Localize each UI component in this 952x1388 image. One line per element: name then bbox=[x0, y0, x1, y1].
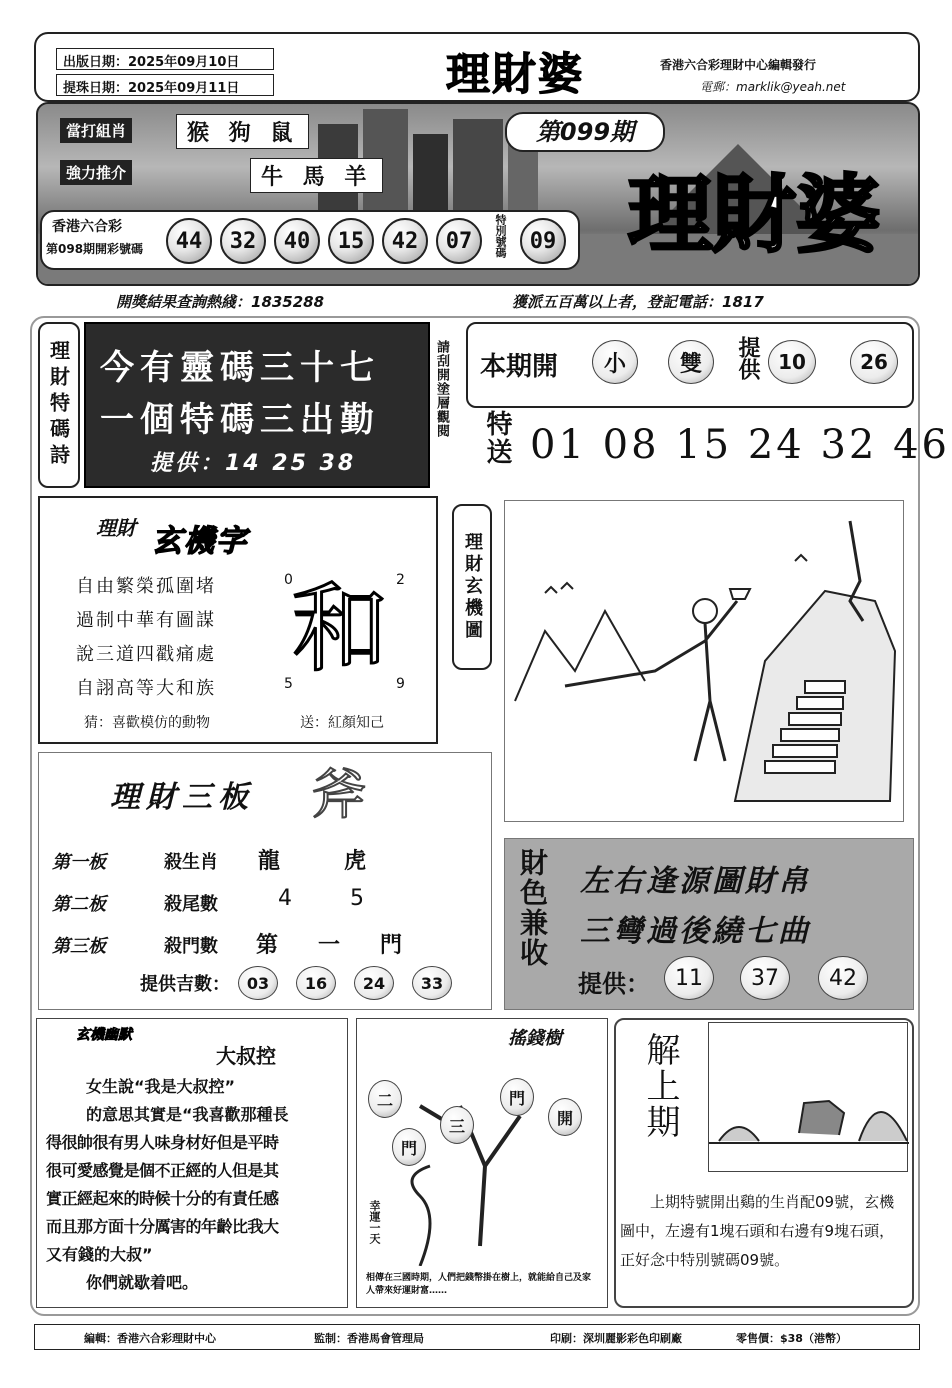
special-number-label: 特別號碼 bbox=[494, 214, 507, 258]
tree-caption: 相傳在三國時期，人們把錢幣掛在樹上，就能給自己及家人帶來好運財富…… bbox=[366, 1273, 592, 1296]
wealth-line-2: 三彎過後繞七曲 bbox=[580, 914, 811, 949]
tree-fruit-1: 二 bbox=[368, 1080, 402, 1118]
result-ball-6: 07 bbox=[436, 218, 482, 264]
joke-line-3: 得很帥很有男人味身材好但是平時 bbox=[46, 1133, 279, 1152]
banner-zodiac-1: 猴 狗 鼠 bbox=[176, 114, 309, 149]
mystery-picture-label: 理財玄機圖 bbox=[452, 504, 492, 670]
provide-ball-1: 10 bbox=[768, 340, 816, 384]
board-3-value-3: 門 bbox=[380, 933, 403, 958]
board-1-value-1: 龍 bbox=[258, 849, 281, 874]
wealth-ball-1: 11 bbox=[664, 956, 714, 1000]
poem-side-label: 理財特碼詩 bbox=[38, 322, 80, 488]
last-issue-text: 上期特號開出鷄的生肖配09號，玄機圖中，左邊有1塊石頭和右邊有9塊石頭，正好念中特別號碼09號。 bbox=[620, 1193, 895, 1269]
wealth-line-1: 左右逢源圖財帛 bbox=[580, 864, 811, 899]
tree-fruit-5: 開 bbox=[548, 1098, 582, 1136]
special-send-numbers: 01 08 15 24 32 46 bbox=[530, 422, 950, 468]
tree-fruit-2: 門 bbox=[392, 1128, 426, 1166]
poem-provide: 提供：14 25 38 bbox=[150, 451, 357, 476]
board-2-name: 第二板 bbox=[52, 894, 106, 915]
tree-title: 搖錢樹 bbox=[508, 1028, 562, 1049]
board-3-value-1: 第 bbox=[256, 933, 279, 958]
banner-zodiac-2: 牛 馬 羊 bbox=[250, 158, 383, 193]
tree-fruit-4: 門 bbox=[500, 1078, 534, 1116]
last-issue-picture bbox=[708, 1022, 908, 1172]
board-1-value-2: 虎 bbox=[344, 849, 367, 874]
this-issue-label: 本期開 bbox=[480, 352, 559, 382]
wealth-side-chars: 財色兼收 bbox=[516, 848, 549, 968]
banner-tag-1: 當打組肖 bbox=[60, 118, 132, 143]
scratch-note: 請刮開塗層觀閱 bbox=[434, 340, 449, 438]
joke-line-7: 又有錢的大叔” bbox=[46, 1245, 153, 1264]
climber-illustration bbox=[505, 501, 905, 823]
riddle-line-2: 過制中華有圖謀 bbox=[76, 610, 216, 631]
riddle-send: 送：紅顏知己 bbox=[300, 715, 384, 731]
board-1-label: 殺生肖 bbox=[164, 852, 218, 873]
lucky-label: 提供吉數： bbox=[140, 974, 230, 995]
email-line: 電郵：marklik@yeah.net bbox=[700, 80, 846, 94]
wealth-provide-label: 提供： bbox=[578, 970, 650, 998]
corner-num-tr: 2 bbox=[396, 572, 405, 588]
joke-line-8: 你們就歇着吧。 bbox=[86, 1273, 199, 1292]
board-2-value-1: 4 bbox=[278, 886, 292, 911]
poem-line-2: 一個特碼三出勤 bbox=[100, 400, 380, 440]
board-1-name: 第一板 bbox=[52, 852, 106, 873]
hotline-right: 獲派五百萬以上者，登記電話：1817 bbox=[512, 293, 764, 311]
result-ball-3: 40 bbox=[274, 218, 320, 264]
board-3-label: 殺門數 bbox=[164, 936, 218, 957]
result-ball-2: 32 bbox=[220, 218, 266, 264]
result-ball-4: 15 bbox=[328, 218, 374, 264]
wealth-ball-3: 42 bbox=[818, 956, 868, 1000]
lucky-ball-4: 33 bbox=[412, 966, 452, 1000]
result-ball-5: 42 bbox=[382, 218, 428, 264]
footer-printer: 印刷：深圳麗影彩色印刷廠 bbox=[550, 1332, 682, 1345]
hotline-left: 開獎結果查詢熱綫：1835288 bbox=[116, 293, 325, 311]
lucky-ball-1: 03 bbox=[238, 966, 278, 1000]
riddle-line-3: 說三道四戳痛處 bbox=[76, 644, 216, 665]
riddle-line-4: 自詡高等大和族 bbox=[76, 678, 216, 699]
masthead-title: 理財婆 bbox=[446, 49, 584, 100]
special-send-label: 特送 bbox=[482, 410, 512, 466]
issue-number: 第099期 bbox=[505, 112, 665, 152]
provide-ball-2: 26 bbox=[850, 340, 898, 384]
brand-title: 理財婆 bbox=[627, 165, 880, 264]
footer-price: 零售價：$38（港幣） bbox=[736, 1332, 847, 1345]
lucky-ball-3: 24 bbox=[354, 966, 394, 1000]
lucky-ball-2: 16 bbox=[296, 966, 336, 1000]
joke-line-6: 而且那方面十分厲害的年齡比我大 bbox=[46, 1217, 279, 1236]
joke-line-4: 很可愛感覺是個不正經的人但是其 bbox=[46, 1161, 279, 1180]
corner-num-tl: 0 bbox=[284, 572, 293, 588]
banner-tag-2: 強力推介 bbox=[60, 160, 132, 185]
footer-editor: 編輯：香港六合彩理財中心 bbox=[84, 1332, 216, 1345]
tree-fruit-3: 三 bbox=[440, 1106, 474, 1144]
riddle-line-1: 自由繁榮孤圍堵 bbox=[76, 576, 216, 597]
draw-date: 提珠日期：2025年09月11日 bbox=[56, 74, 274, 96]
joke-line-2: 的意思其實是“我喜歡那種長 bbox=[86, 1105, 289, 1124]
riddle-guess: 猜：喜歡模仿的動物 bbox=[84, 715, 210, 731]
board-2-label: 殺尾數 bbox=[164, 894, 218, 915]
parity-ball: 雙 bbox=[668, 340, 714, 384]
lottery-name: 香港六合彩 bbox=[52, 219, 122, 235]
board-3-value-2: 一 bbox=[318, 933, 341, 958]
board-2-value-2: 5 bbox=[350, 886, 364, 911]
joke-line-1: 女生說“我是大叔控” bbox=[86, 1077, 236, 1096]
three-boards-stamp: 斧 bbox=[312, 763, 366, 826]
publish-date: 出版日期：2025年09月10日 bbox=[56, 48, 274, 70]
footer-supervisor: 監制：香港馬會管理局 bbox=[314, 1332, 424, 1345]
corner-num-br: 9 bbox=[396, 676, 405, 692]
board-3-name: 第三板 bbox=[52, 936, 106, 957]
corner-num-bl: 5 bbox=[284, 676, 293, 692]
riddle-big-char: 和 bbox=[292, 573, 388, 685]
mystery-picture bbox=[504, 500, 904, 822]
joke-title: 大叔控 bbox=[216, 1044, 276, 1068]
riddle-title-big: 玄機字 bbox=[152, 524, 248, 559]
last-issue-label: 第098期開彩號碼 bbox=[46, 242, 144, 256]
this-issue-provide-label: 提供 bbox=[735, 336, 760, 380]
dog-rocks-illustration bbox=[709, 1023, 909, 1173]
poem-line-1: 今有靈碼三十七 bbox=[100, 348, 380, 388]
result-ball-1: 44 bbox=[166, 218, 212, 264]
last-issue-title: 解上期 bbox=[640, 1032, 680, 1140]
riddle-title-small: 理財 bbox=[96, 516, 136, 540]
tree-side-tag: 幸運一天 bbox=[368, 1200, 381, 1244]
wealth-ball-2: 37 bbox=[740, 956, 790, 1000]
joke-tag: 玄機幽默 bbox=[76, 1027, 132, 1043]
joke-line-5: 實正經起來的時候十分的有責任感 bbox=[46, 1189, 279, 1208]
size-ball: 小 bbox=[592, 340, 638, 384]
three-boards-title: 理財三板 bbox=[110, 780, 254, 815]
publisher-line: 香港六合彩理財中心編輯發行 bbox=[660, 58, 817, 72]
special-ball: 09 bbox=[520, 218, 566, 264]
